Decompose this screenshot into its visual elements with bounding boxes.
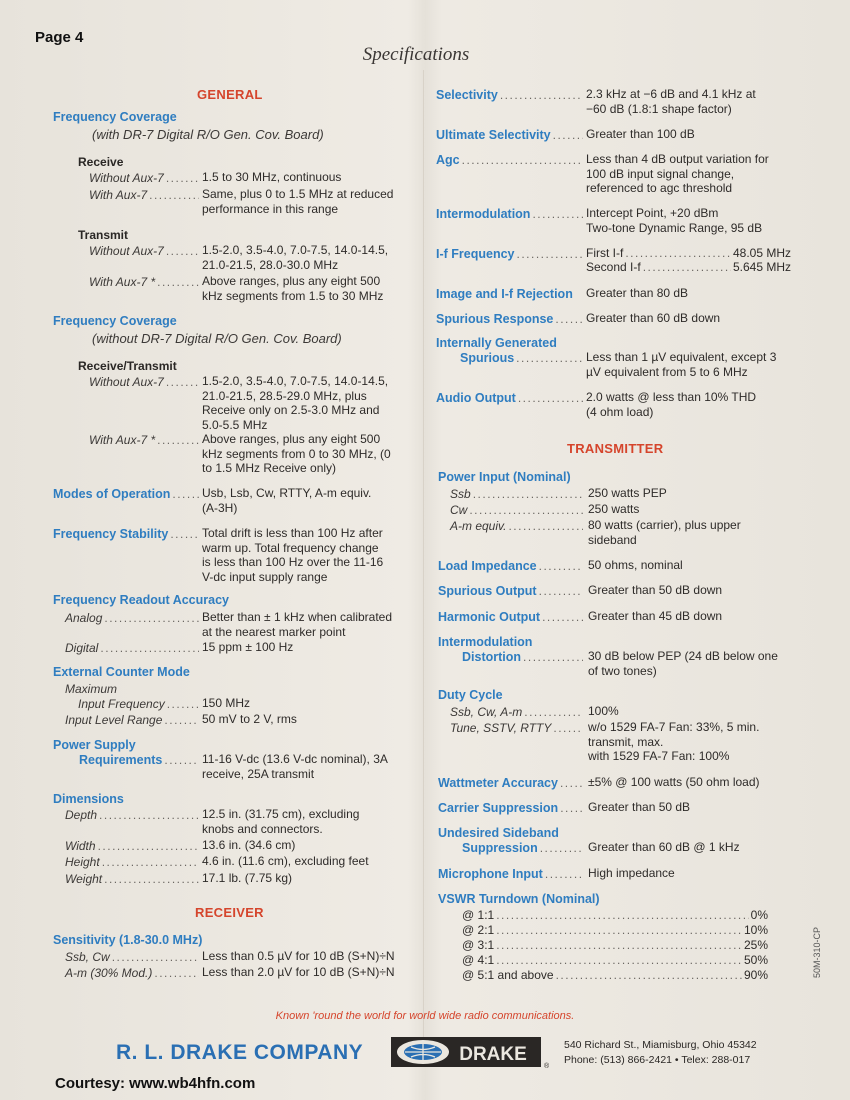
- vswr-ratio: @ 2:1: [462, 923, 495, 937]
- spec-label-power-supply: Power Supply: [53, 738, 136, 752]
- spec-label-dimensions: Dimensions: [53, 792, 124, 806]
- vswr-value: 10%: [743, 923, 768, 937]
- spec-sublabel: A-m (30% Mod.): [65, 966, 153, 980]
- spec-row: [65, 611, 201, 625]
- spec-value: Above ranges, plus any eight 500 kHz segments from 0 to 30 MHz, (0 to 1.5 MHz Receive only): [202, 432, 391, 475]
- spec-value: 1.5-2.0, 3.5-4.0, 7.0-7.5, 14.0-14.5, 21.0-21.5, 28.0-30.0 MHz: [202, 243, 389, 272]
- spec-row: [438, 584, 585, 598]
- spec-value: 50 ohms, nominal: [588, 558, 683, 572]
- spec-label-if-frequency: I-f Frequency: [436, 247, 515, 261]
- spec-row: [438, 801, 585, 815]
- spec-sublabel: Height: [65, 855, 100, 869]
- spec-sublabel: Width: [65, 839, 96, 853]
- spec-sublabel: With Aux-7: [89, 188, 148, 202]
- spec-row: [65, 641, 201, 655]
- spec-label-microphone-input: Microphone Input: [438, 867, 543, 881]
- spec-label-intermodulation: Intermodulation: [436, 207, 531, 221]
- spec-value: Less than 2.0 µV for 10 dB (S+N)÷N: [202, 965, 395, 979]
- group-label-transmit: Transmit: [78, 228, 129, 242]
- spec-value: Same, plus 0 to 1.5 MHz at reduced performance in this range: [202, 187, 394, 216]
- spec-row: [462, 841, 585, 855]
- spec-value: 250 watts: [588, 502, 640, 516]
- spec-row: [586, 260, 791, 274]
- spec-row: [436, 287, 585, 301]
- spec-row: [436, 88, 585, 102]
- spec-label-suppression: Suppression: [462, 841, 538, 855]
- spec-sublabel: (without DR-7 Digital R/O Gen. Cov. Board): [92, 331, 342, 346]
- spec-row: [65, 713, 201, 727]
- spec-label-carrier-suppression: Carrier Suppression: [438, 801, 559, 815]
- spec-row: [65, 855, 201, 869]
- spec-label-harmonic-output: Harmonic Output: [438, 610, 541, 624]
- spec-value: Better than ± 1 kHz when calibrated at the nearest marker point: [202, 610, 393, 639]
- spec-row: [65, 966, 201, 980]
- spec-row: [460, 351, 585, 365]
- spec-row: [436, 128, 585, 142]
- spec-value: 1.5-2.0, 3.5-4.0, 7.0-7.5, 14.0-14.5, 21.0-21.5, 28.5-29.0 MHz, plus Receive only on 2.5-3.0 MHz and 5.0-5.5 MHz: [202, 374, 389, 432]
- spec-label-duty-cycle: Duty Cycle: [438, 688, 503, 702]
- spec-label-sensitivity: Sensitivity (1.8-30.0 MHz): [53, 933, 203, 947]
- spec-row: [438, 610, 585, 624]
- spec-value: High impedance: [588, 866, 675, 880]
- spec-row: [89, 433, 201, 447]
- spec-value: 250 watts PEP: [588, 486, 667, 500]
- spec-row: [78, 697, 201, 711]
- vswr-value: 0%: [750, 908, 768, 922]
- spec-label-spurious-response: Spurious Response: [436, 312, 554, 326]
- spec-row: [450, 721, 585, 735]
- vswr-value: 90%: [743, 968, 768, 982]
- spec-sublabel: (with DR-7 Digital R/O Gen. Cov. Board): [92, 127, 324, 142]
- spec-value: 15 ppm ± 100 Hz: [202, 640, 294, 654]
- spec-row: [65, 808, 201, 822]
- table-row: [462, 953, 768, 967]
- spec-sublabel: Digital: [65, 641, 99, 655]
- spec-value: 5.645 MHz: [732, 260, 791, 274]
- spec-label-frequency-stability: Frequency Stability: [53, 527, 169, 541]
- spec-value: Less than 4 dB output variation for 100 dB input signal change, referenced to agc threshold: [586, 152, 769, 195]
- side-code: 50M-310-CP: [812, 926, 822, 978]
- page-title: Specifications: [362, 44, 470, 65]
- spec-row: [438, 867, 585, 881]
- spec-label-audio-output: Audio Output: [436, 391, 516, 405]
- spec-label-ultimate-selectivity: Ultimate Selectivity: [436, 128, 551, 142]
- spec-label-requirements: Requirements: [79, 753, 163, 767]
- spec-row: [89, 188, 201, 202]
- spec-sublabel: Maximum: [65, 682, 118, 696]
- vswr-value: 25%: [743, 938, 768, 952]
- table-row: [462, 908, 768, 922]
- spec-row: [436, 153, 585, 167]
- vswr-ratio: @ 3:1: [462, 938, 495, 952]
- spec-sublabel: Without Aux-7: [89, 375, 164, 389]
- group-label-receive-transmit: Receive/Transmit: [78, 359, 177, 373]
- page-number: Page 4: [35, 29, 84, 46]
- spec-label-agc: Agc: [436, 153, 460, 167]
- spec-label-internally-generated: Internally Generated: [436, 336, 557, 350]
- tagline: Known 'round the world for world wide radio communications.: [275, 1010, 575, 1022]
- spec-row: [65, 950, 201, 964]
- drake-logo-icon: [391, 1035, 549, 1069]
- spec-row: [89, 244, 201, 258]
- spec-row: [450, 519, 585, 533]
- svg-text:®: ®: [544, 1063, 549, 1069]
- spec-row: [436, 207, 585, 221]
- spec-value: Intercept Point, +20 dBm Two-tone Dynamic Range, 95 dB: [586, 206, 763, 235]
- spec-row: [438, 559, 585, 573]
- group-label-receive: Receive: [78, 155, 124, 169]
- spec-value: 2.0 watts @ less than 10% THD (4 ohm load): [586, 390, 757, 419]
- spec-label-load-impedance: Load Impedance: [438, 559, 537, 573]
- spec-sublabel: Cw: [450, 503, 468, 517]
- spec-value: 80 watts (carrier), plus upper sideband: [588, 518, 741, 547]
- spec-row: [79, 753, 201, 767]
- spec-sublabel: Ssb, Cw, A-m: [450, 705, 523, 719]
- spec-sublabel: Tune, SSTV, RTTY: [450, 721, 552, 735]
- spec-label-spurious-output: Spurious Output: [438, 584, 537, 598]
- section-heading-transmitter: TRANSMITTER: [567, 441, 664, 456]
- spec-value: ±5% @ 100 watts (50 ohm load): [588, 775, 760, 789]
- spec-row: [53, 527, 201, 541]
- spec-value: Usb, Lsb, Cw, RTTY, A-m equiv. (A-3H): [202, 486, 372, 515]
- spec-label-modes: Modes of Operation: [53, 487, 171, 501]
- spec-label-image-rejection: Image and I-f Rejection: [436, 287, 573, 301]
- spec-sublabel: Analog: [65, 611, 103, 625]
- spec-value: 12.5 in. (31.75 cm), excluding knobs and connectors.: [202, 807, 360, 836]
- spec-label-wattmeter-accuracy: Wattmeter Accuracy: [438, 776, 558, 790]
- spec-row: [586, 246, 791, 260]
- spec-value: 150 MHz: [202, 696, 251, 710]
- spec-value: 11-16 V-dc (13.6 V-dc nominal), 3A receive, 25A transmit: [202, 752, 388, 781]
- spec-sublabel: With Aux-7 *: [89, 275, 156, 289]
- table-row: [462, 923, 768, 937]
- spec-sublabel: Second I-f: [586, 260, 641, 274]
- spec-sublabel: Input Level Range: [65, 713, 163, 727]
- spec-value: Greater than 100 dB: [586, 127, 695, 141]
- spec-value: Greater than 60 dB @ 1 kHz: [588, 840, 740, 854]
- spec-value: 13.6 in. (34.6 cm): [202, 838, 296, 852]
- spec-sublabel: Input Frequency: [78, 697, 165, 711]
- spec-value: 2.3 kHz at −6 dB and 4.1 kHz at −60 dB (1.8:1 shape factor): [586, 87, 756, 116]
- spec-label-power-input: Power Input (Nominal): [438, 470, 571, 484]
- company-address: 540 Richard St., Miamisburg, Ohio 45342 Phone: (513) 866-2421 • Telex: 288-017: [564, 1039, 757, 1066]
- spec-row: [450, 705, 585, 719]
- spec-row: [436, 391, 585, 405]
- spec-row: [462, 650, 585, 664]
- spec-label-intermodulation-tx: Intermodulation: [438, 635, 533, 649]
- table-row: [462, 968, 768, 982]
- spec-sublabel: First I-f: [586, 246, 624, 260]
- company-name: R. L. DRAKE COMPANY: [116, 1041, 364, 1064]
- spec-value: 48.05 MHz: [732, 246, 791, 260]
- spec-label-readout-accuracy: Frequency Readout Accuracy: [53, 593, 229, 607]
- spec-value: 30 dB below PEP (24 dB below one of two tones): [588, 649, 778, 678]
- table-row: [462, 938, 768, 952]
- spec-row: [89, 375, 201, 389]
- spec-value: Greater than 45 dB down: [588, 609, 723, 623]
- spec-value: Greater than 80 dB: [586, 286, 689, 300]
- spec-value: Less than 0.5 µV for 10 dB (S+N)÷N: [202, 949, 395, 963]
- spec-value: 17.1 lb. (7.75 kg): [202, 871, 293, 885]
- spec-value: w/o 1529 FA-7 Fan: 33%, 5 min. transmit, max. with 1529 FA-7 Fan: 100%: [588, 720, 760, 763]
- spec-value: Greater than 50 dB: [588, 800, 691, 814]
- spec-value: Greater than 60 dB down: [586, 311, 721, 325]
- spec-label-spurious: Spurious: [460, 351, 515, 365]
- spec-row: [89, 275, 201, 289]
- spec-value: 50 mV to 2 V, rms: [202, 712, 297, 726]
- spec-row: [65, 872, 201, 886]
- spec-sublabel: Depth: [65, 808, 98, 822]
- spec-row: [438, 776, 585, 790]
- spec-sublabel: Weight: [65, 872, 103, 886]
- spec-value: 4.6 in. (11.6 cm), excluding feet: [202, 854, 369, 868]
- spec-row: [450, 487, 585, 501]
- spec-value: 1.5 to 30 MHz, continuous: [202, 170, 342, 184]
- center-fold: [423, 70, 424, 1060]
- spec-row: [436, 247, 585, 261]
- spec-value: Greater than 50 dB down: [588, 583, 723, 597]
- section-heading-receiver: RECEIVER: [195, 905, 264, 920]
- spec-sublabel: Ssb: [450, 487, 471, 501]
- spec-value: 100%: [588, 704, 619, 718]
- section-heading-general: GENERAL: [197, 87, 263, 102]
- spec-label-selectivity: Selectivity: [436, 88, 498, 102]
- courtesy-credit: Courtesy: www.wb4hfn.com: [55, 1075, 256, 1092]
- spec-value: Total drift is less than 100 Hz after warm up. Total frequency change is less than 100 Hz over the 11-16 V-dc input supply range: [202, 526, 384, 584]
- spec-sublabel: Ssb, Cw: [65, 950, 110, 964]
- spec-label-vswr-turndown: VSWR Turndown (Nominal): [438, 892, 600, 906]
- spec-label-distortion: Distortion: [462, 650, 522, 664]
- vswr-ratio: @ 1:1: [462, 908, 495, 922]
- spec-value: Less than 1 µV equivalent, except 3 µV equivalent from 5 to 6 MHz: [586, 350, 777, 379]
- spec-sublabel: Without Aux-7: [89, 244, 164, 258]
- spec-label-frequency-coverage-1: Frequency Coverage: [53, 110, 177, 124]
- spec-sublabel: With Aux-7 *: [89, 433, 156, 447]
- spec-row: [89, 171, 201, 185]
- spec-row: [450, 503, 585, 517]
- spec-label-frequency-coverage-2: Frequency Coverage: [53, 314, 177, 328]
- vswr-ratio: @ 5:1 and above: [462, 968, 554, 982]
- logo-wordmark: DRAKE: [459, 1044, 527, 1065]
- spec-sublabel: A-m equiv.: [450, 519, 507, 533]
- spec-label-undesired-sideband: Undesired Sideband: [438, 826, 559, 840]
- spec-row: [65, 839, 201, 853]
- vswr-value: 50%: [743, 953, 768, 967]
- spec-row: [436, 312, 585, 326]
- spec-sublabel: Without Aux-7: [89, 171, 164, 185]
- spec-row: [53, 487, 201, 501]
- spec-label-external-counter: External Counter Mode: [53, 665, 190, 679]
- vswr-ratio: @ 4:1: [462, 953, 495, 967]
- spec-value: Above ranges, plus any eight 500 kHz segments from 1.5 to 30 MHz: [202, 274, 384, 303]
